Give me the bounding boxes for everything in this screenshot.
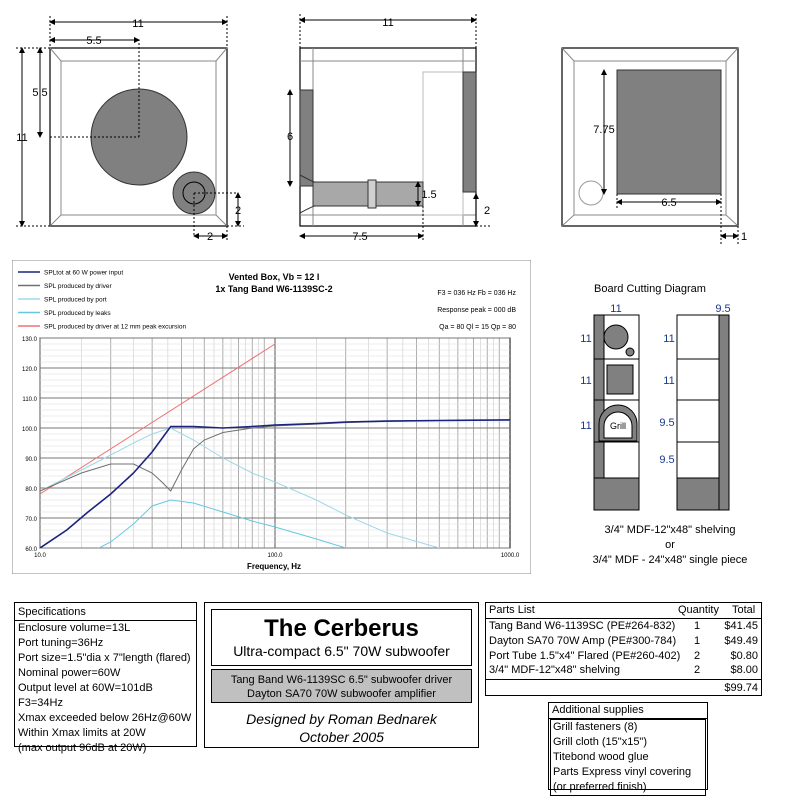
cutting-caption-or: or: [665, 539, 675, 551]
cut-amp-hole: [607, 365, 633, 394]
list-item: Titebond wood glue: [553, 751, 649, 763]
x-tick-label: 10.0: [34, 553, 46, 559]
supplies-box: [548, 702, 708, 793]
chart-title: Vented Box, Vb = 12 l: [228, 272, 320, 282]
part-name: Dayton SA70 70W Amp (PE#300-784): [489, 635, 677, 647]
side-view: [287, 14, 492, 243]
list-item: Parts Express vinyl covering: [553, 766, 692, 778]
y-tick-label: 120.0: [21, 367, 37, 373]
designer-block: [205, 710, 478, 746]
x-tick-label: 100.0: [267, 553, 283, 559]
front-view: [16, 16, 244, 243]
parts-rows: [486, 619, 761, 679]
cut-left-side-3: 11: [580, 420, 592, 432]
cut-left-top: 11: [610, 303, 622, 315]
total-header: Total: [732, 604, 756, 616]
legend-label: SPL produced by leaks: [44, 310, 111, 317]
spl-chart: [12, 260, 531, 574]
cut-right-top: 9.5: [715, 303, 731, 315]
spec-line: (max output 96dB at 20W): [18, 742, 147, 754]
cut-right-side-4: 9.5: [659, 454, 675, 466]
part-qty: 2: [694, 664, 701, 676]
port-length-label: 7.5: [352, 231, 368, 243]
front-height-label: 11: [16, 132, 28, 144]
side-width-label: 11: [382, 17, 394, 29]
part-name: 3/4" MDF-12"x48" shelving: [489, 664, 620, 676]
list-item: Grill cloth (15"x15"): [553, 736, 648, 748]
part-total: $8.00: [730, 664, 758, 676]
cut-port-hole: [626, 348, 634, 356]
legend-label: SPL produced by driver at 12 mm peak excursion: [44, 323, 187, 331]
chart-info-2: Response peak = 000 dB: [437, 307, 516, 314]
port-dia-label: 1.5: [421, 189, 437, 201]
part-total: $0.80: [730, 650, 758, 662]
amp-height-label: 7.75: [593, 124, 615, 136]
back-view: [562, 48, 747, 244]
cut-driver-hole: [604, 325, 628, 349]
cutting-diagram: [580, 298, 740, 518]
front-width-label: 11: [132, 18, 144, 30]
cut-left-side-2: 11: [580, 375, 592, 387]
y-tick-label: 80.0: [25, 487, 37, 493]
quantity-header: Quantity: [678, 604, 719, 616]
cut-right-side-2: 11: [663, 375, 675, 387]
port-outline: [579, 181, 603, 205]
port-height-label: 2: [483, 205, 491, 217]
grill-label: Grill: [610, 421, 626, 431]
part-qty: 1: [694, 620, 701, 632]
cut-right-side-1: 11: [663, 333, 675, 345]
list-item: Grill fasteners (8): [553, 721, 638, 733]
cutting-caption-2: 3/4" MDF - 24"x48" single piece: [592, 554, 748, 566]
x-tick-label: 1000.0: [500, 553, 520, 559]
part-qty: 2: [694, 650, 701, 662]
driver-depth-label: 6: [286, 131, 294, 143]
specifications-box: [14, 602, 197, 754]
part-total: $41.45: [724, 620, 758, 632]
back-panel-profile: [463, 72, 476, 192]
supplies-list: [550, 719, 706, 796]
grid: [40, 338, 510, 548]
spec-line: Xmax exceeded below 26Hz@60W: [18, 712, 192, 724]
supplies-title: Additional supplies: [549, 703, 707, 719]
amp-cutout: [617, 70, 721, 194]
cutting-caption-1: 3/4" MDF-12"x48" shelving: [604, 524, 736, 536]
legend-label: SPL produced by driver: [44, 283, 112, 290]
spec-line: Port tuning=36Hz: [18, 637, 104, 649]
enclosure-drawings: [0, 0, 800, 250]
design-date: October 2005: [299, 729, 384, 745]
x-axis-label: Frequency, Hz: [246, 562, 302, 571]
project-subtitle: Ultra-compact 6.5" 70W subwoofer: [233, 643, 450, 659]
y-tick-label: 130.0: [21, 337, 37, 343]
chart-info-1: F3 = 036 Hz Fb = 036 Hz: [437, 290, 516, 297]
legend-label: SPL produced by port: [44, 296, 107, 304]
part-name: Port Tube 1.5"x4" Flared (PE#260-402): [489, 650, 681, 662]
spec-line: Enclosure volume=13L: [18, 622, 131, 634]
part-qty: 1: [694, 635, 701, 647]
part-name: Tang Band W6-1139SC (PE#264-832): [489, 620, 676, 632]
list-item: (or preferred finish): [553, 781, 647, 793]
y-tick-label: 60.0: [25, 547, 37, 553]
designer: Designed by Roman Bednarek: [246, 711, 437, 727]
driver-y-label: 5.5: [32, 87, 48, 99]
spec-line: F3=34Hz: [18, 697, 63, 709]
parts-title: Parts List: [489, 604, 535, 616]
port-x-label: 2: [206, 231, 214, 243]
part-total: $49.49: [724, 635, 758, 647]
title-block: [204, 602, 479, 748]
cutting-title: Board Cutting Diagram: [594, 283, 706, 295]
parts-header: [486, 603, 761, 619]
components-panel: [211, 669, 472, 703]
cut-left-side-1: 11: [580, 333, 592, 345]
driver-side-profile: [300, 90, 313, 186]
parts-footer: [486, 679, 761, 694]
y-tick-label: 100.0: [21, 427, 37, 433]
y-tick-label: 90.0: [25, 457, 37, 463]
component-driver: Tang Band W6-1139SC 6.5" subwoofer driver: [230, 674, 453, 686]
chart-info-3: Qa = 80 Ql = 15 Qp = 80: [439, 324, 516, 331]
spec-line: Nominal power=60W: [18, 667, 121, 679]
component-amp: Dayton SA70 70W subwoofer amplifier: [247, 688, 436, 700]
amp-offset-label: 1: [740, 231, 748, 243]
cut-right-side-3: 9.5: [659, 417, 675, 429]
chart-subtitle: 1x Tang Band W6-1139SC-2: [215, 284, 333, 294]
spec-line: Within Xmax limits at 20W: [18, 727, 146, 739]
project-title: The Cerberus: [264, 615, 419, 642]
parts-list-box: [485, 602, 762, 696]
specs-title: Specifications: [15, 605, 196, 621]
spec-line: Port size=1.5"dia x 7"length (flared): [18, 652, 191, 664]
y-tick-label: 110.0: [22, 397, 37, 403]
title-panel: [211, 609, 472, 666]
y-tick-label: 70.0: [25, 517, 37, 523]
amp-width-label: 6.5: [661, 197, 677, 209]
port-y-label: 2: [234, 205, 242, 217]
driver-x-label: 5.5: [86, 35, 102, 47]
spec-line: Output level at 60W=101dB: [18, 682, 153, 694]
grand-total: $99.74: [724, 682, 758, 694]
legend-label: SPLtot at 60 W power input: [44, 269, 124, 277]
